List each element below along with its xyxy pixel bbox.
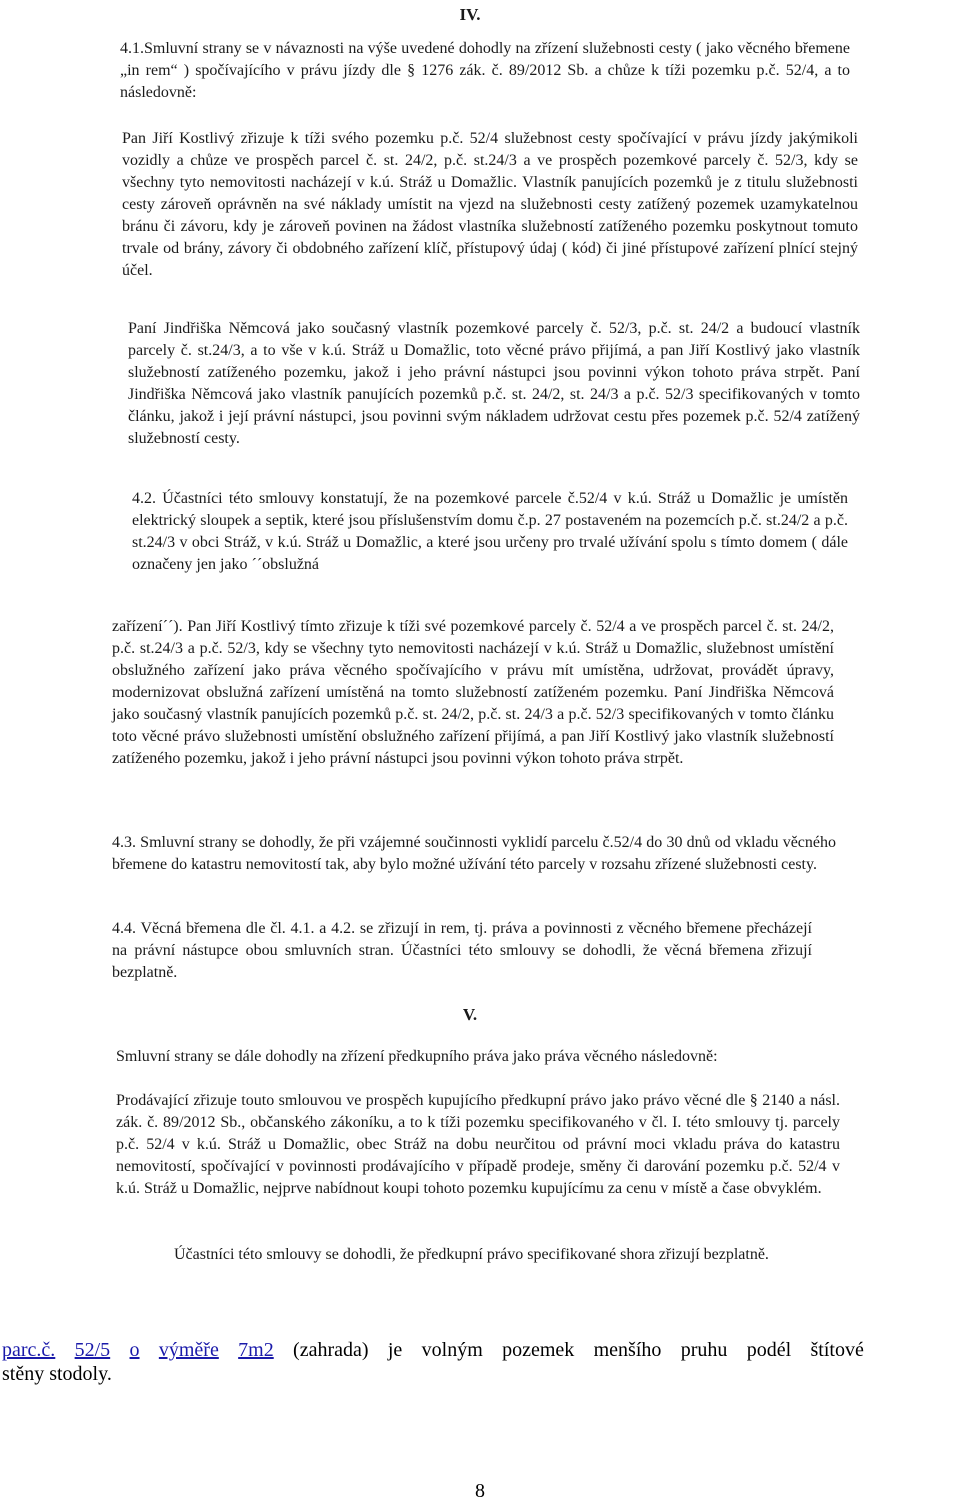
paragraph: 4.1.Smluvní strany se v návaznosti na výše uvedené dohodly na zřízení služebnosti cesty ( jako věcného břemene „in rem“ ) spočívajícího v právu jízdy dle § 1276 zák. č. 89/2012 Sb. a chůze k tíži pozemku p.č. 52/4, a to následovně:	[120, 40, 850, 101]
section-4-3	[112, 832, 836, 876]
parcel-link[interactable]: výměře	[158, 1339, 219, 1361]
paragraph: Účastníci této smlouvy se dohodli, že předkupní právo specifikované shora zřizují bezplatně.	[174, 1246, 769, 1263]
scanned-page	[100, 0, 860, 1300]
parcel-link[interactable]: parc.č.	[2, 1339, 56, 1361]
section-5-p2	[116, 1244, 840, 1266]
word: podél	[746, 1339, 792, 1361]
parcel-link[interactable]: 52/5	[74, 1339, 111, 1361]
word: volným	[421, 1339, 483, 1361]
parcel-link[interactable]: 7m2	[238, 1339, 274, 1361]
word: je	[387, 1339, 403, 1361]
paragraph: Paní Jindřiška Němcová jako současný vlastník pozemkové parcely č. 52/3, p.č. st. 24/2 a budoucí vlastník parcely č. st.24/3, a to vše v k.ú. Stráž u Domažlic, toto věcné právo přijímá, a pan Jiří Kostlivý jako vlastník služebností zatíženého pozemku, jakož i jeho právní nástupci jsou povinni výkon tohoto práva strpět. Paní Jindřiška Němcová jako vlastník panujících pozemků p.č. st. 24/2, st. 24/3 a p.č. 52/3 specifikovaných v tomto článku, jakož i její právní nástupci, jsou povinni svým nákladem udržovat cestu přes pozemek p.č. 52/4 zatížený služebností cesty.	[128, 320, 860, 447]
section-4-2-a	[132, 488, 848, 576]
word: pozemek	[502, 1339, 575, 1361]
paragraph: 4.3. Smluvní strany se dohodly, že při vzájemné součinnosti vyklidí parcelu č.52/4 do 30 dnů od vkladu věcného břemene do katastru nemovitostí tak, aby bylo možné užívání této parcely v rozsahu zřízené služebnosti cesty.	[112, 834, 836, 873]
paragraph: Smluvní strany se dále dohodly na zřízení předkupního práva jako práva věcného následovně:	[116, 1048, 718, 1065]
paragraph: Prodávající zřizuje touto smlouvou ve prospěch kupujícího předkupní právo jako právo věcné dle § 2140 a násl. zák. č. 89/2012 Sb., občanského zákoníku, a to k tíži pozemku specifikovaného v čl. I. této smlouvy tj. parcely p.č. 52/4 v k.ú. Stráž u Domažlic, obec Stráž na dobu neurčitou od právní moci vkladu práva do katastru nemovitostí, spočívající v povinnosti prodávajícího v případě prodeje, směny či darování pozemku p.č. 52/4 v k.ú. Stráž u Domažlic, nejprve nabídnout koupi tohoto pozemku kupujícímu za cenu v místě a čase obvyklém.	[116, 1092, 840, 1197]
page-number: 8	[475, 1480, 485, 1502]
paragraph: zařízení´´). Pan Jiří Kostlivý tímto zřizuje k tíži své pozemkové parcely č. 52/4 a ve prospěch parcel č. st. 24/2, p.č. st.24/3 a p.č. 52/3, kdy se všechny tyto nemovitosti nacházejí v k.ú. Stráž u Domažlic, služebnost umístění obslužného zařízení jako práva věcného spočívajícího v právu mít umístěna, udržovat, provádět úpravy, modernizovat obslužná zařízení umístěná na tomto služebností zatíženém pozemku. Paní Jindřiška Němcová jako současný vlastník panujících pozemků p.č. st. 24/2, p.č. st. 24/3 a p.č. 52/3 specifikovaných v tomto článku toto věcné právo služebnosti umístění obslužného zařízení přijímá, a pan Jiří Kostlivý jako vlastník služebností zatíženého pozemku, jakož i jeho právní nástupci jsou povinni výkon tohoto práva strpět.	[112, 618, 834, 767]
paragraph: Pan Jiří Kostlivý zřizuje k tíži svého pozemku p.č. 52/4 služebnost cesty spočívající v právu jízdy jakýmikoli vozidly a chůze ve prospěch parcel č. st. 24/2, p.č. st.24/3 a ve prospěch pozemkové parcely č. 52/3, kdy se všechny tyto nemovitosti nacházejí v k.ú. Stráž u Domažlic. Vlastník panujících pozemků je z titulu služebnosti cesty zároveň oprávněn na své náklady umístit na vjezd na služebnosti cesty zatížený pozemek uzamykatelnou bránu či závoru, kdy je zároveň povinen na žádost vlastníka služebností zatíženého pozemku poskytnout tomuto trvale od brány, závory či obdobného zařízení klíč, přístupový údaj ( kód) či jiné přístupové zařízení plnící stejný účel.	[122, 130, 858, 279]
parcel-link[interactable]: o	[129, 1339, 140, 1361]
word: pruhu	[680, 1339, 728, 1361]
bottom-text	[0, 1338, 960, 1386]
paragraph: 4.4. Věcná břemena dle čl. 4.1. a 4.2. se zřizují in rem, tj. práva a povinnosti z věcného břemene přecházejí na právní nástupce obou smluvních stran. Účastníci této smlouvy se dohodli, že věcná břemena zřizují bezplatně.	[112, 920, 812, 981]
word: štítové	[810, 1339, 864, 1361]
heading-v: V.	[462, 1005, 478, 1024]
word: (zahrada)	[293, 1339, 369, 1361]
paragraph: 4.2. Účastníci této smlouvy konstatují, že na pozemkové parcele č.52/4 v k.ú. Stráž u Domažlic je umístěn elektrický sloupek a septik, které jsou příslušenstvím domu č.p. 27 postaveném na pozemcích p.č. st.24/2 a p.č. st.24/3 v obci Stráž, v k.ú. Stráž u Domažlic, a které jsou určeny pro trvalé užívání spolu s tímto domem ( dále označeny jen jako ´´obslužná	[132, 490, 848, 573]
bottom-line-2: stěny stodoly.	[2, 1363, 112, 1385]
bottom-line-1	[0, 1338, 960, 1362]
section-4-1-intro	[120, 38, 850, 104]
section-4-1-p2	[128, 318, 860, 450]
section-4-1-p1	[122, 128, 858, 282]
section-5-p1	[116, 1090, 840, 1200]
word: menšího	[593, 1339, 662, 1361]
section-4-2-b	[112, 616, 834, 770]
section-5-intro	[116, 1046, 836, 1068]
heading-iv: IV.	[459, 5, 481, 24]
section-4-4	[112, 918, 812, 984]
